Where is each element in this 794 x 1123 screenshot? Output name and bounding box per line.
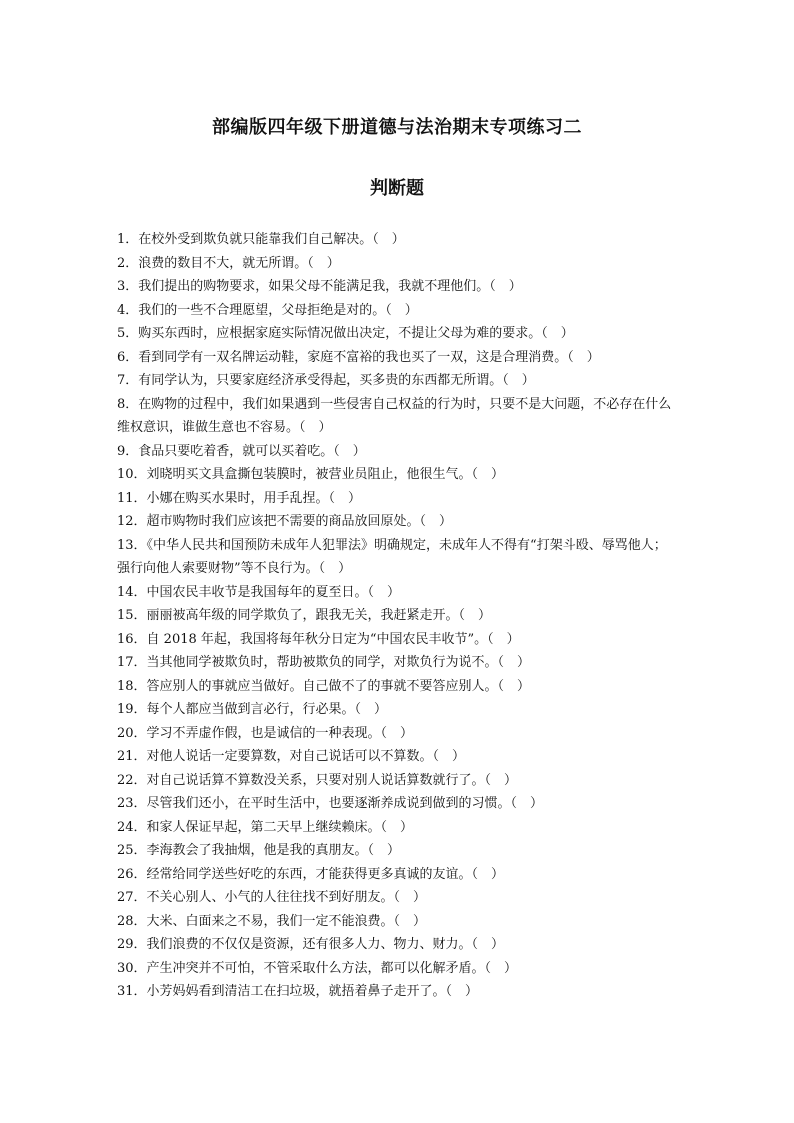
question-item: 13．《中华人民共和国预防未成年人犯罪法》明确规定，未成年人不得有“打架斗殴、辱骂他人；强行向他人索要财物”等不良行为。（ ） <box>117 537 667 576</box>
question-item: 30．产生冲突并不可怕，不管采取什么方法，都可以化解矛盾。（ ） <box>117 960 518 976</box>
question-list <box>117 228 677 1004</box>
question-item: 15．丽丽被高年级的同学欺负了，跟我无关，我赶紧走开。（ ） <box>117 608 492 623</box>
section-title: 判断题 <box>370 178 424 199</box>
question-item: 29．我们浪费的不仅仅是资源，还有很多人力、物力、财力。（ ） <box>117 937 505 952</box>
question-item: 7．有同学认为，只要家庭经济承受得起，买多贵的东西都无所谓。（ ） <box>117 373 535 388</box>
question-item: 31．小芳妈妈看到清洁工在扫垃圾，就捂着鼻子走开了。（ ） <box>117 984 479 999</box>
question-item: 3．我们提出的购物要求，如果父母不能满足我，我就不理他们。（ ） <box>117 279 522 294</box>
question-item: 19．每个人都应当做到言必行，行必果。（ ） <box>117 702 388 717</box>
question-item: 22．对自己说话算不算数没关系，只要对别人说话算数就行了。（ ） <box>117 772 518 788</box>
question-item: 20．学习不弄虚作假，也是诚信的一种表现。（ ） <box>117 725 414 741</box>
question-item: 1．在校外受到欺负就只能靠我们自己解决。（ ） <box>117 232 405 247</box>
question-item: 6．看到同学有一双名牌运动鞋，家庭不富裕的我也买了一双，这是合理消费。（ ） <box>117 349 600 365</box>
question-item: 28．大米、白面来之不易，我们一定不能浪费。（ ） <box>117 913 427 929</box>
question-item: 2．浪费的数目不大，就无所谓。（ ） <box>117 255 340 271</box>
question-item: 21．对他人说话一定要算数，对自己说话可以不算数。（ ） <box>117 749 466 764</box>
question-item: 12．超市购物时我们应该把不需要的商品放回原处。（ ） <box>117 514 453 529</box>
question-item: 23．尽管我们还小，在平时生活中，也要逐渐养成说到做到的习惯。（ ） <box>117 796 544 811</box>
question-item: 4．我们的一些不合理愿望，父母拒绝是对的。（ ） <box>117 302 418 318</box>
question-item: 8．在购物的过程中，我们如果遇到一些侵害自己权益的行为时，只要不是大问题，不必存在什么维权意识，谁做生意也不容易。（ ） <box>117 396 672 435</box>
question-item: 5．购买东西时，应根据家庭实际情况做出决定，不提让父母为难的要求。（ ） <box>117 326 574 341</box>
question-item: 9．食品只要吃着香，就可以买着吃。（ ） <box>117 443 366 459</box>
question-item: 25．李海教会了我抽烟，他是我的真朋友。（ ） <box>117 843 401 858</box>
question-item: 24．和家人保证早起，第二天早上继续赖床。（ ） <box>117 819 414 835</box>
question-item: 17．当其他同学被欺负时，帮助被欺负的同学，对欺负行为说不。（ ） <box>117 655 531 670</box>
question-item: 27．不关心别人、小气的人往往找不到好朋友。（ ） <box>117 890 427 905</box>
question-item: 11．小娜在购买水果时，用手乱捏。（ ） <box>117 490 362 506</box>
document-title: 部编版四年级下册道德与法治期末专项练习二 <box>212 117 582 138</box>
question-item: 10．刘晓明买文具盒撕包装膜时，被营业员阻止，他很生气。（ ） <box>117 467 505 482</box>
question-item: 26．经常给同学送些好吃的东西，才能获得更多真诚的友谊。（ ） <box>117 866 505 882</box>
question-item: 14．中国农民丰收节是我国每年的夏至日。（ ） <box>117 584 401 600</box>
question-item: 16．自 2018 年起，我国将每年秋分日定为“中国农民丰收节”。（ ） <box>117 631 520 647</box>
question-item: 18．答应别人的事就应当做好。自己做不了的事就不要答应别人。（ ） <box>117 678 531 694</box>
